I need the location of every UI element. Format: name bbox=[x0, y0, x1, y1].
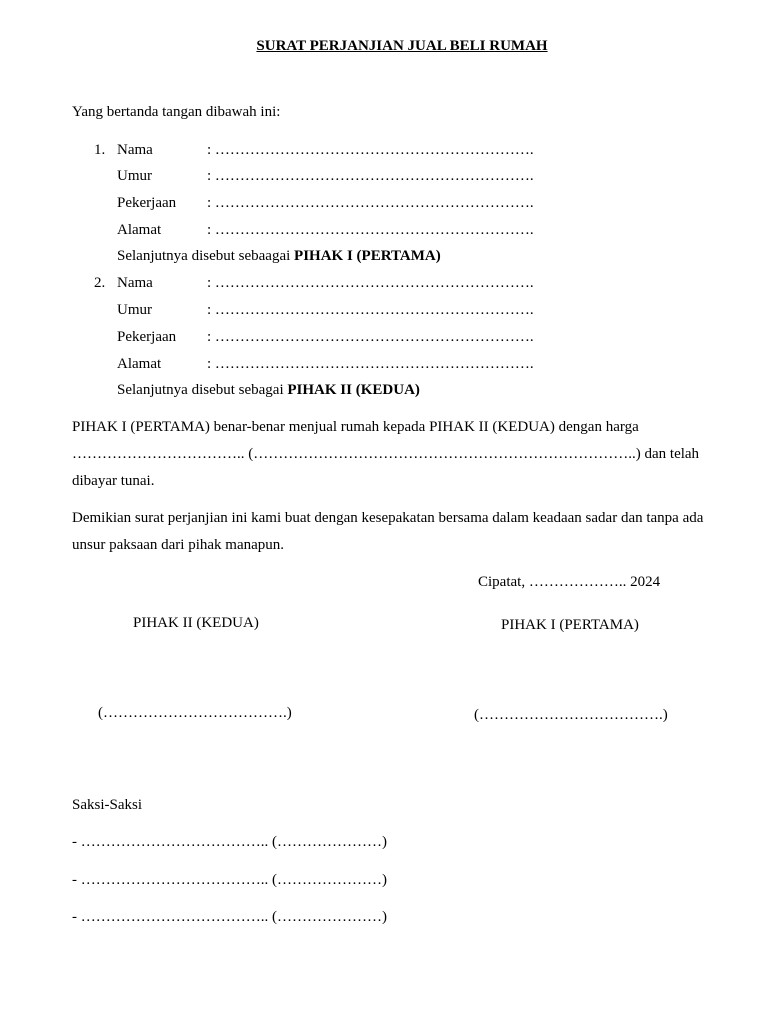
place-date: Cipatat, ……………….. 2024 bbox=[478, 574, 661, 590]
party2-designation-name: PIHAK II (KEDUA) bbox=[287, 382, 420, 398]
party1-occupation-value: : ………………………………………………………. bbox=[207, 195, 534, 211]
party2-age-value: : ………………………………………………………. bbox=[207, 302, 534, 318]
closing-paragraph-line2: unsur paksaan dari pihak manapun. bbox=[72, 537, 285, 553]
witness-line: - ……………………………….. (…………………) bbox=[72, 872, 387, 888]
signature-left-name: (……………………………….) bbox=[98, 705, 292, 721]
party1-designation-name: PIHAK I (PERTAMA) bbox=[294, 248, 441, 264]
party1-address-label: Alamat bbox=[117, 222, 162, 238]
party1-age-label: Umur bbox=[117, 168, 152, 184]
party2-occupation-value: : ………………………………………………………. bbox=[207, 329, 534, 345]
party2-number: 2. bbox=[94, 275, 106, 291]
signature-right-label: PIHAK I (PERTAMA) bbox=[501, 617, 639, 633]
party2-designation-prefix: Selanjutnya disebut sebagai bbox=[117, 382, 288, 398]
party2-name-label: Nama bbox=[117, 275, 153, 291]
sale-paragraph-line3: dibayar tunai. bbox=[72, 473, 155, 489]
party1-name-label: Nama bbox=[117, 142, 153, 158]
signature-left-label: PIHAK II (KEDUA) bbox=[133, 615, 259, 631]
party1-designation-prefix: Selanjutnya disebut sebaagai bbox=[117, 248, 295, 264]
witness-line: - ……………………………….. (…………………) bbox=[72, 909, 387, 925]
party2-designation bbox=[117, 381, 420, 399]
party1-designation bbox=[117, 247, 441, 265]
closing-paragraph-line1: Demikian surat perjanjian ini kami buat dengan kesepakatan bersama dalam keadaan sadar dan tanpa ada bbox=[72, 510, 704, 526]
party2-address-value: : ………………………………………………………. bbox=[207, 356, 534, 372]
party1-address-value: : ………………………………………………………. bbox=[207, 222, 534, 238]
party1-number: 1. bbox=[94, 142, 106, 158]
sale-paragraph-line2: …………………………….. (…………………………………………………………………..) dan telah bbox=[72, 446, 700, 462]
witnesses-heading: Saksi-Saksi bbox=[72, 797, 143, 813]
party2-age-label: Umur bbox=[117, 302, 152, 318]
party1-name-value: : ………………………………………………………. bbox=[207, 142, 534, 158]
witness-line: - ……………………………….. (…………………) bbox=[72, 834, 387, 850]
party1-occupation-label: Pekerjaan bbox=[117, 195, 177, 211]
signature-right-name: (……………………………….) bbox=[474, 707, 668, 723]
party1-age-value: : ………………………………………………………. bbox=[207, 168, 534, 184]
intro-text: Yang bertanda tangan dibawah ini: bbox=[72, 104, 281, 120]
party2-address-label: Alamat bbox=[117, 356, 162, 372]
party2-name-value: : ………………………………………………………. bbox=[207, 275, 534, 291]
document-title: SURAT PERJANJIAN JUAL BELI RUMAH bbox=[256, 38, 548, 54]
party2-occupation-label: Pekerjaan bbox=[117, 329, 177, 345]
sale-paragraph-line1: PIHAK I (PERTAMA) benar-benar menjual rumah kepada PIHAK II (KEDUA) dengan harga bbox=[72, 419, 639, 435]
